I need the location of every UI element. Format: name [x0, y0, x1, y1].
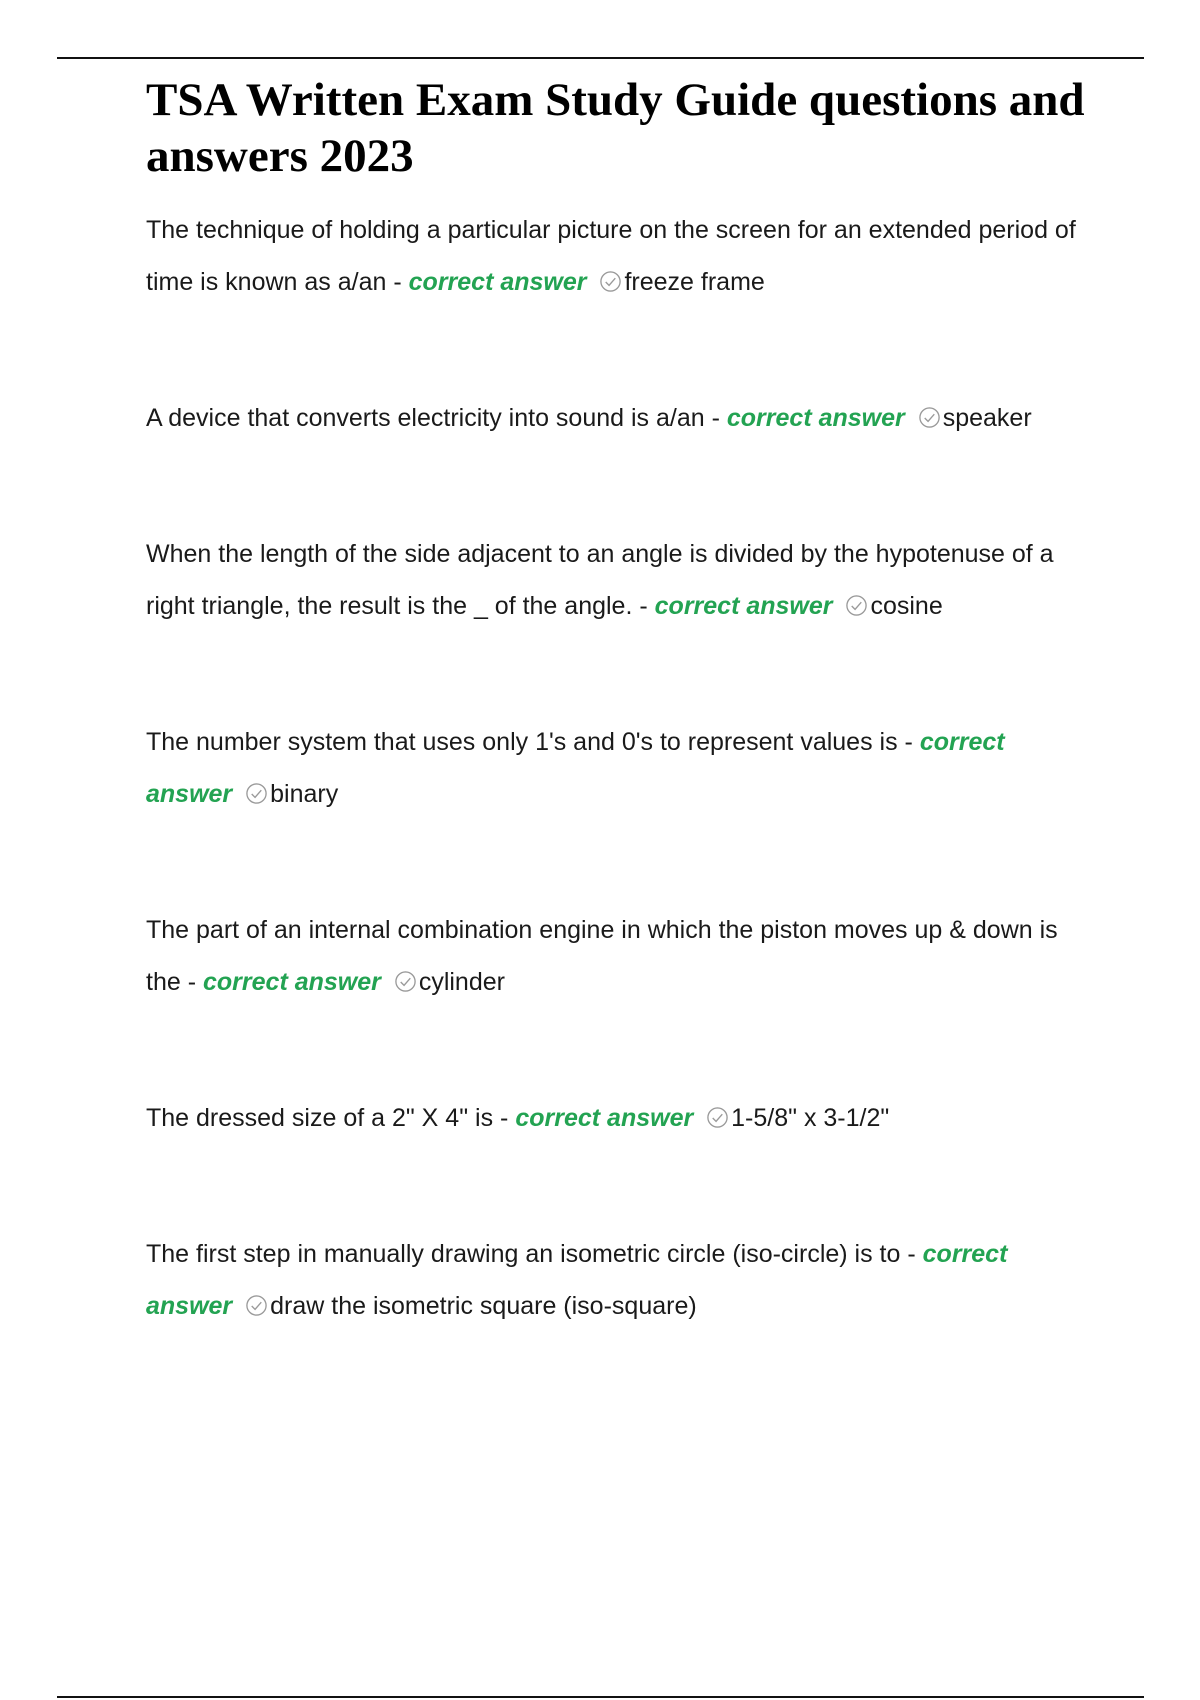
- bottom-rule: [57, 1696, 1144, 1698]
- correct-answer-label: correct answer: [203, 968, 381, 996]
- separator: -: [907, 1240, 916, 1268]
- question-text: The number system that uses only 1's and 0's to represent values is: [146, 728, 898, 756]
- check-circle-icon: [245, 782, 268, 805]
- separator: -: [711, 404, 720, 432]
- qa-item: [146, 528, 1096, 632]
- correct-answer-label: correct answer: [726, 404, 905, 432]
- question-text: The dressed size of a 2" X 4" is: [146, 1104, 494, 1132]
- answer-text: cosine: [870, 592, 943, 620]
- correct-answer-label: correct answer: [515, 1104, 694, 1132]
- qa-item: [146, 904, 1096, 1008]
- correct-answer-label: correct answer: [146, 728, 1005, 808]
- check-circle-icon: [599, 270, 622, 293]
- document-body: [146, 72, 1096, 1332]
- qa-item: [146, 1092, 1096, 1144]
- question-text: A device that converts electricity into sound is a/an: [146, 404, 705, 432]
- separator: -: [393, 268, 402, 296]
- top-rule: [57, 57, 1144, 59]
- check-circle-icon: [245, 1294, 268, 1317]
- qa-item: [146, 392, 1096, 444]
- question-text: When the length of the side adjacent to an angle is divided by the hypotenuse of a right triangle, the result is the _ of the angle.: [146, 540, 1054, 620]
- document-title: TSA Written Exam Study Guide questions and answers 2023: [146, 74, 1085, 182]
- qa-item: [146, 716, 1096, 820]
- question-text: The technique of holding a particular picture on the screen for an extended period of time is known as a/an: [146, 216, 1076, 296]
- answer-text: 1-5/8" x 3-1/2": [731, 1104, 890, 1132]
- qa-item: [146, 1228, 1096, 1332]
- separator: -: [500, 1104, 509, 1132]
- check-circle-icon: [706, 1106, 729, 1129]
- separator: -: [904, 728, 913, 756]
- question-text: The part of an internal combination engine in which the piston moves up & down is the: [146, 916, 1058, 996]
- answer-text: binary: [270, 780, 339, 808]
- answer-text: speaker: [942, 404, 1032, 432]
- correct-answer-label: correct answer: [146, 1240, 1008, 1320]
- correct-answer-label: correct answer: [654, 592, 833, 620]
- check-circle-icon: [918, 406, 941, 429]
- check-circle-icon: [394, 970, 417, 993]
- answer-text: cylinder: [418, 968, 505, 996]
- answer-text: freeze frame: [624, 268, 765, 296]
- separator: -: [187, 968, 197, 996]
- separator: -: [639, 592, 648, 620]
- question-text: The first step in manually drawing an isometric circle (iso-circle) is to: [146, 1240, 901, 1268]
- correct-answer-label: correct answer: [408, 268, 587, 296]
- qa-item: [146, 204, 1096, 308]
- check-circle-icon: [845, 594, 868, 617]
- answer-text: draw the isometric square (iso-square): [270, 1292, 697, 1320]
